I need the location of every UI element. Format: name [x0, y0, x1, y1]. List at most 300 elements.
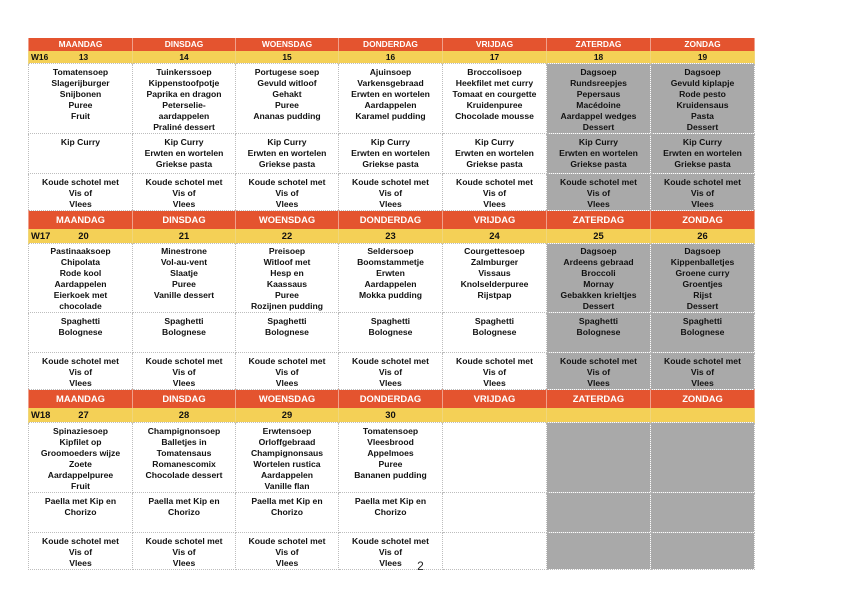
menu-item: Kruidensaus — [676, 100, 729, 110]
menu-item: Mornay — [583, 279, 614, 289]
menu-item: Snijbonen — [59, 89, 102, 99]
day-name-vrijdag: VRIJDAG — [443, 211, 547, 230]
menu-item: Kip Curry — [60, 137, 101, 147]
special-dish-cell — [547, 493, 651, 533]
cold-dish-cell — [236, 353, 339, 390]
menu-item: Eierkoek met — [53, 290, 108, 300]
daily-menu-cell — [133, 423, 236, 493]
daily-menu-cell — [651, 244, 755, 313]
special-dish-cell — [339, 493, 443, 533]
cold-dish-row — [29, 353, 755, 390]
menu-item: Vanille dessert — [153, 290, 215, 300]
menu-item: Vlees — [69, 199, 92, 209]
menu-item: Ananas pudding — [253, 111, 321, 121]
menu-item: Chocolade dessert — [145, 470, 223, 480]
menu-item: Dagsoep — [684, 246, 721, 256]
menu-item: Pastinaaksoep — [50, 246, 111, 256]
menu-item: Griekse pasta — [155, 159, 213, 169]
menu-item: Vlees — [691, 378, 714, 388]
cold-dish-cell — [236, 174, 339, 211]
day-header-row — [29, 211, 755, 230]
menu-item: Vlees — [379, 378, 402, 388]
daily-menu-row — [29, 64, 755, 134]
special-dish-row — [29, 313, 755, 353]
menu-item: Tomatensoep — [52, 67, 109, 77]
day-header-row — [29, 38, 755, 51]
day-name-zaterdag: ZATERDAG — [547, 38, 651, 51]
date-number: 28 — [133, 408, 236, 423]
week-label: W18 — [31, 409, 51, 420]
date-row — [29, 408, 755, 423]
menu-item: Kipfilet op — [59, 437, 102, 447]
day-name-donderdag: DONDERDAG — [339, 211, 443, 230]
menu-item: Vissaus — [478, 268, 511, 278]
menu-item: Griekse pasta — [258, 159, 316, 169]
date-number: 26 — [651, 229, 755, 244]
menu-item: Aardappelen — [260, 470, 314, 480]
daily-menu-cell — [443, 244, 547, 313]
menu-item: Erwten — [376, 268, 405, 278]
menu-item: Knolselderpuree — [460, 279, 529, 289]
menu-item: Kip Curry — [682, 137, 723, 147]
menu-item: Mokka pudding — [358, 290, 423, 300]
menu-item: Ajuinsoep — [369, 67, 412, 77]
cold-dish-cell — [443, 353, 547, 390]
special-dish-cell — [236, 134, 339, 174]
menu-item: Vlees — [69, 558, 92, 568]
menu-item: Bolognese — [58, 327, 103, 337]
menu-item: Kip Curry — [578, 137, 619, 147]
menu-item: Tomaat en courgette — [452, 89, 537, 99]
menu-item: Koude schotel met — [560, 177, 637, 187]
menu-item: Chorizo — [64, 507, 97, 517]
menu-item: Minestrone — [161, 246, 207, 256]
menu-item: Chorizo — [271, 507, 303, 517]
menu-item: Paella met Kip en — [354, 496, 427, 506]
menu-item: Slagerijburger — [51, 78, 110, 88]
day-name-woensdag: WOENSDAG — [236, 38, 339, 51]
date-row — [29, 51, 755, 64]
menu-item: Preisoep — [268, 246, 306, 256]
menu-item: Vol-au-vent — [160, 257, 208, 267]
daily-menu-cell — [443, 64, 547, 134]
menu-item: Kip Curry — [164, 137, 204, 147]
menu-item: Pepersaus — [576, 89, 621, 99]
special-dish-cell — [651, 134, 755, 174]
menu-item: Kip Curry — [370, 137, 411, 147]
menu-item: Griekse pasta — [570, 159, 627, 169]
special-dish-cell — [443, 493, 547, 533]
menu-item: Vlees — [172, 378, 196, 388]
menu-item: Paella met Kip en — [251, 496, 323, 506]
date-number — [443, 408, 547, 423]
menu-item: Fruit — [70, 111, 91, 121]
date-number: 29 — [236, 408, 339, 423]
week-label: W16 — [31, 52, 49, 62]
cold-dish-cell — [547, 353, 651, 390]
menu-item: Portugese soep — [254, 67, 320, 77]
cold-dish-row — [29, 174, 755, 211]
cold-dish-cell — [339, 174, 443, 211]
menu-item: Chipolata — [60, 257, 101, 267]
menu-item: Vlees — [483, 378, 506, 388]
daily-menu-cell — [133, 244, 236, 313]
daily-menu-cell — [547, 423, 651, 493]
menu-item: Groentjes — [682, 279, 723, 289]
date-number: 15 — [236, 51, 339, 64]
menu-item: Koude schotel met — [664, 356, 741, 366]
special-dish-cell — [547, 313, 651, 353]
menu-item: Vis of — [690, 367, 715, 377]
menu-item: Chocolade mousse — [455, 111, 534, 121]
menu-item: Heekfilet met curry — [455, 78, 534, 88]
special-dish-cell — [339, 134, 443, 174]
day-name-donderdag: DONDERDAG — [339, 38, 443, 51]
daily-menu-cell — [547, 64, 651, 134]
menu-item: Vlees — [275, 199, 299, 209]
menu-item: Bolognese — [680, 327, 725, 337]
menu-item: Vis of — [378, 547, 403, 557]
special-dish-cell — [133, 313, 236, 353]
menu-item: Vis of — [172, 188, 196, 198]
menu-item: Vis of — [586, 367, 611, 377]
menu-item: Koude schotel met — [248, 536, 326, 546]
menu-item: Griekse pasta — [362, 159, 419, 169]
date-number: 24 — [443, 229, 547, 244]
menu-item: Vlees — [587, 378, 610, 388]
daily-menu-row — [29, 423, 755, 493]
menu-item: Slaatje — [170, 268, 198, 278]
menu-item: Vlees — [587, 199, 610, 209]
page-number: 2 — [417, 559, 424, 573]
menu-item: Erwten en wortelen — [663, 148, 742, 158]
menu-item: Erwten en wortelen — [351, 148, 430, 158]
cold-dish-cell — [29, 353, 133, 390]
menu-item: Koude schotel met — [248, 177, 326, 187]
date-number: 25 — [547, 229, 651, 244]
daily-menu-cell — [339, 64, 443, 134]
menu-item: Koude schotel met — [352, 177, 429, 187]
menu-item: Aardappel wedges — [560, 111, 637, 121]
menu-item: Groomoeders wijze — [40, 448, 121, 458]
menu-item: Gehakt — [272, 89, 302, 99]
special-dish-cell — [651, 313, 755, 353]
menu-item: Koude schotel met — [560, 356, 637, 366]
menu-item: Rode kool — [59, 268, 102, 278]
menu-item: Rode pesto — [679, 89, 726, 99]
menu-item: Witloof met — [263, 257, 311, 267]
menu-item: Courgettesoep — [464, 246, 525, 256]
date-number — [651, 408, 755, 423]
menu-item: Erwten en wortelen — [455, 148, 534, 158]
date-number: 22 — [236, 229, 339, 244]
menu-item: Koude schotel met — [456, 356, 533, 366]
daily-menu-cell — [133, 64, 236, 134]
menu-item: Rozijnen pudding — [250, 301, 324, 311]
date-row — [29, 229, 755, 244]
menu-item: Vis of — [275, 188, 299, 198]
menu-item: Gevuld witloof — [257, 78, 317, 88]
menu-item: Koude schotel met — [42, 177, 119, 187]
menu-item: Vlees — [275, 378, 299, 388]
menu-item: Aardappelen — [54, 279, 107, 289]
date-number: 27 — [78, 409, 89, 420]
daily-menu-cell — [236, 423, 339, 493]
menu-item: Spaghetti — [370, 316, 411, 326]
day-name-dinsdag: DINSDAG — [133, 38, 236, 51]
week-date-cell — [29, 229, 133, 244]
menu-item: Griekse pasta — [674, 159, 731, 169]
cold-dish-cell — [651, 174, 755, 211]
menu-item: Hesp en — [270, 268, 304, 278]
menu-item: Spaghetti — [267, 316, 307, 326]
menu-item: Bolognese — [265, 327, 309, 337]
cold-dish-cell — [133, 174, 236, 211]
menu-item: Aardappelpuree — [47, 470, 114, 480]
menu-item: Vleesbrood — [367, 437, 414, 447]
menu-item: Vis of — [482, 367, 507, 377]
date-number: 13 — [78, 52, 89, 62]
menu-item: Koude schotel met — [352, 536, 429, 546]
menu-item: Praliné dessert — [153, 122, 215, 132]
date-number — [547, 408, 651, 423]
menu-item: Kruidenpuree — [466, 100, 523, 110]
menu-item: Vis of — [68, 547, 93, 557]
day-name-maandag: MAANDAG — [29, 211, 133, 230]
menu-item: Dessert — [582, 301, 615, 311]
week-date-cell — [29, 51, 133, 64]
menu-item: Dessert — [686, 122, 719, 132]
day-name-zaterdag: ZATERDAG — [547, 390, 651, 409]
menu-item: Groene curry — [675, 268, 730, 278]
menu-item: Dagsoep — [580, 246, 617, 256]
cold-dish-cell — [29, 174, 133, 211]
daily-menu-cell — [443, 423, 547, 493]
menu-item: Tomatensoep — [362, 426, 419, 436]
cold-dish-cell — [443, 174, 547, 211]
daily-menu-cell — [339, 423, 443, 493]
menu-item: Vis of — [586, 188, 611, 198]
menu-item: Bolognese — [576, 327, 621, 337]
menu-item: Vlees — [69, 378, 92, 388]
special-dish-cell — [651, 493, 755, 533]
menu-item: Spaghetti — [474, 316, 515, 326]
menu-item: Vlees — [483, 199, 506, 209]
date-number: 14 — [133, 51, 236, 64]
menu-item: Vis of — [275, 367, 299, 377]
menu-item: Erwtensoep — [262, 426, 312, 436]
special-dish-cell — [29, 493, 133, 533]
menu-item: Kip Curry — [267, 137, 307, 147]
day-name-dinsdag: DINSDAG — [133, 390, 236, 409]
day-name-zondag: ZONDAG — [651, 390, 755, 409]
week-date-cell — [29, 408, 133, 423]
menu-item: Vlees — [379, 558, 402, 568]
menu-item: Broccoli — [581, 268, 616, 278]
menu-item: Koude schotel met — [664, 177, 741, 187]
menu-item: Seldersoep — [367, 246, 414, 256]
menu-item: Koude schotel met — [145, 177, 223, 187]
cold-dish-cell — [133, 353, 236, 390]
menu-item: Chorizo — [374, 507, 407, 517]
menu-item: Vlees — [172, 199, 196, 209]
menu-item: Bolognese — [162, 327, 206, 337]
day-name-dinsdag: DINSDAG — [133, 211, 236, 230]
menu-item: aardappelen — [158, 111, 210, 121]
menu-item: Puree — [172, 279, 196, 289]
menu-item: Wortelen rustica — [253, 459, 321, 469]
menu-item: Puree — [275, 100, 299, 110]
menu-item: Boomstammetje — [357, 257, 424, 267]
menu-item: Spinaziesoep — [53, 426, 108, 436]
day-name-zondag: ZONDAG — [651, 38, 755, 51]
menu-item: Koude schotel met — [145, 356, 223, 366]
date-number: 17 — [443, 51, 547, 64]
daily-menu-row — [29, 244, 755, 313]
special-dish-cell — [133, 134, 236, 174]
menu-item: Kippenstoofpotje — [148, 78, 220, 88]
menu-item: Koude schotel met — [352, 356, 429, 366]
menu-item: Karamel pudding — [355, 111, 426, 121]
menu-item: Broccolisoep — [467, 67, 522, 77]
menu-item: Bolognese — [368, 327, 413, 337]
menu-item: Aardappelen — [364, 100, 417, 110]
daily-menu-cell — [339, 244, 443, 313]
menu-item: Kip Curry — [474, 137, 515, 147]
menu-item: Paella met Kip en — [148, 496, 220, 506]
menu-item: Erwten en wortelen — [247, 148, 327, 158]
menu-item: Chorizo — [168, 507, 200, 517]
day-name-woensdag: WOENSDAG — [236, 211, 339, 230]
cold-dish-cell — [651, 353, 755, 390]
menu-item: Balletjes in — [161, 437, 207, 447]
menu-item: Paella met Kip en — [44, 496, 117, 506]
daily-menu-cell — [29, 244, 133, 313]
daily-menu-cell — [29, 423, 133, 493]
special-dish-cell — [236, 493, 339, 533]
daily-menu-cell — [236, 244, 339, 313]
menu-item: Champignonsoep — [147, 426, 221, 436]
day-name-vrijdag: VRIJDAG — [443, 38, 547, 51]
date-number: 21 — [133, 229, 236, 244]
menu-item: Spaghetti — [164, 316, 204, 326]
menu-item: Gevuld kiplapje — [670, 78, 735, 88]
day-name-maandag: MAANDAG — [29, 38, 133, 51]
daily-menu-cell — [547, 244, 651, 313]
menu-item: Dessert — [686, 301, 719, 311]
menu-item: Romanescomix — [152, 459, 216, 469]
menu-item: Vis of — [378, 188, 403, 198]
menu-item: Vis of — [172, 367, 196, 377]
menu-item: Kippenballetjes — [670, 257, 735, 267]
day-header-row — [29, 390, 755, 409]
special-dish-cell — [339, 313, 443, 353]
menu-item: Erwten en wortelen — [351, 89, 430, 99]
menu-item: Puree — [378, 459, 403, 469]
menu-item: Vanille flan — [264, 481, 310, 491]
day-name-vrijdag: VRIJDAG — [443, 390, 547, 409]
menu-item: Vis of — [378, 367, 403, 377]
menu-item: Varkensgebraad — [357, 78, 424, 88]
menu-item: Gebakken krieltjes — [560, 290, 637, 300]
menu-item: Vis of — [172, 547, 196, 557]
cold-dish-cell — [339, 353, 443, 390]
special-dish-cell — [133, 493, 236, 533]
daily-menu-cell — [236, 64, 339, 134]
menu-item: Orloffgebraad — [258, 437, 316, 447]
menu-item: Koude schotel met — [456, 177, 533, 187]
menu-item: Rundsreepjes — [570, 78, 627, 88]
date-number: 23 — [339, 229, 443, 244]
daily-menu-cell — [29, 64, 133, 134]
menu-item: chocolade — [59, 301, 102, 311]
day-name-donderdag: DONDERDAG — [339, 390, 443, 409]
date-number: 16 — [339, 51, 443, 64]
special-dish-cell — [443, 134, 547, 174]
special-dish-cell — [236, 313, 339, 353]
menu-item: Rijstpap — [477, 290, 512, 300]
menu-item: Vis of — [690, 188, 715, 198]
menu-item: Zalmburger — [470, 257, 519, 267]
special-dish-cell — [29, 313, 133, 353]
menu-item: Tomatensaus — [156, 448, 212, 458]
menu-item: Koude schotel met — [248, 356, 326, 366]
menu-item: Spaghetti — [578, 316, 619, 326]
menu-item: Erwten en wortelen — [559, 148, 638, 158]
menu-item: Aardappelen — [364, 279, 417, 289]
special-dish-cell — [547, 134, 651, 174]
date-number: 18 — [547, 51, 651, 64]
menu-item: Kaassaus — [266, 279, 308, 289]
menu-item: Koude schotel met — [145, 536, 223, 546]
menu-item: Dessert — [582, 122, 615, 132]
menu-item: Vis of — [68, 367, 93, 377]
special-dish-cell — [443, 313, 547, 353]
menu-item: Koude schotel met — [42, 536, 119, 546]
menu-item: Tuinkerssoep — [156, 67, 212, 77]
menu-item: Vis of — [275, 547, 299, 557]
menu-item: Champignonsaus — [250, 448, 324, 458]
menu-item: Griekse pasta — [466, 159, 523, 169]
menu-item: Fruit — [70, 481, 91, 491]
menu-item: Vlees — [691, 199, 714, 209]
menu-item: Erwten en wortelen — [144, 148, 224, 158]
date-number: 20 — [78, 230, 89, 241]
menu-item: Vlees — [275, 558, 299, 568]
week-label: W17 — [31, 230, 51, 241]
menu-item: Vlees — [172, 558, 196, 568]
special-dish-cell — [29, 134, 133, 174]
day-name-maandag: MAANDAG — [29, 390, 133, 409]
menu-item: Spaghetti — [60, 316, 101, 326]
menu-item: Macédoine — [576, 100, 621, 110]
menu-item: Zoete — [69, 459, 92, 469]
menu-item: Peterselie- — [162, 100, 206, 110]
special-dish-row — [29, 134, 755, 174]
day-name-zondag: ZONDAG — [651, 211, 755, 230]
menu-item: Koude schotel met — [42, 356, 119, 366]
menu-item: Bananen pudding — [354, 470, 427, 480]
daily-menu-cell — [651, 423, 755, 493]
cold-dish-cell — [547, 174, 651, 211]
day-name-zaterdag: ZATERDAG — [547, 211, 651, 230]
menu-item: Puree — [68, 100, 93, 110]
date-number: 30 — [339, 408, 443, 423]
menu-item: Rijst — [693, 290, 712, 300]
menu-item: Bolognese — [472, 327, 517, 337]
menu-item: Puree — [275, 290, 299, 300]
day-name-woensdag: WOENSDAG — [236, 390, 339, 409]
